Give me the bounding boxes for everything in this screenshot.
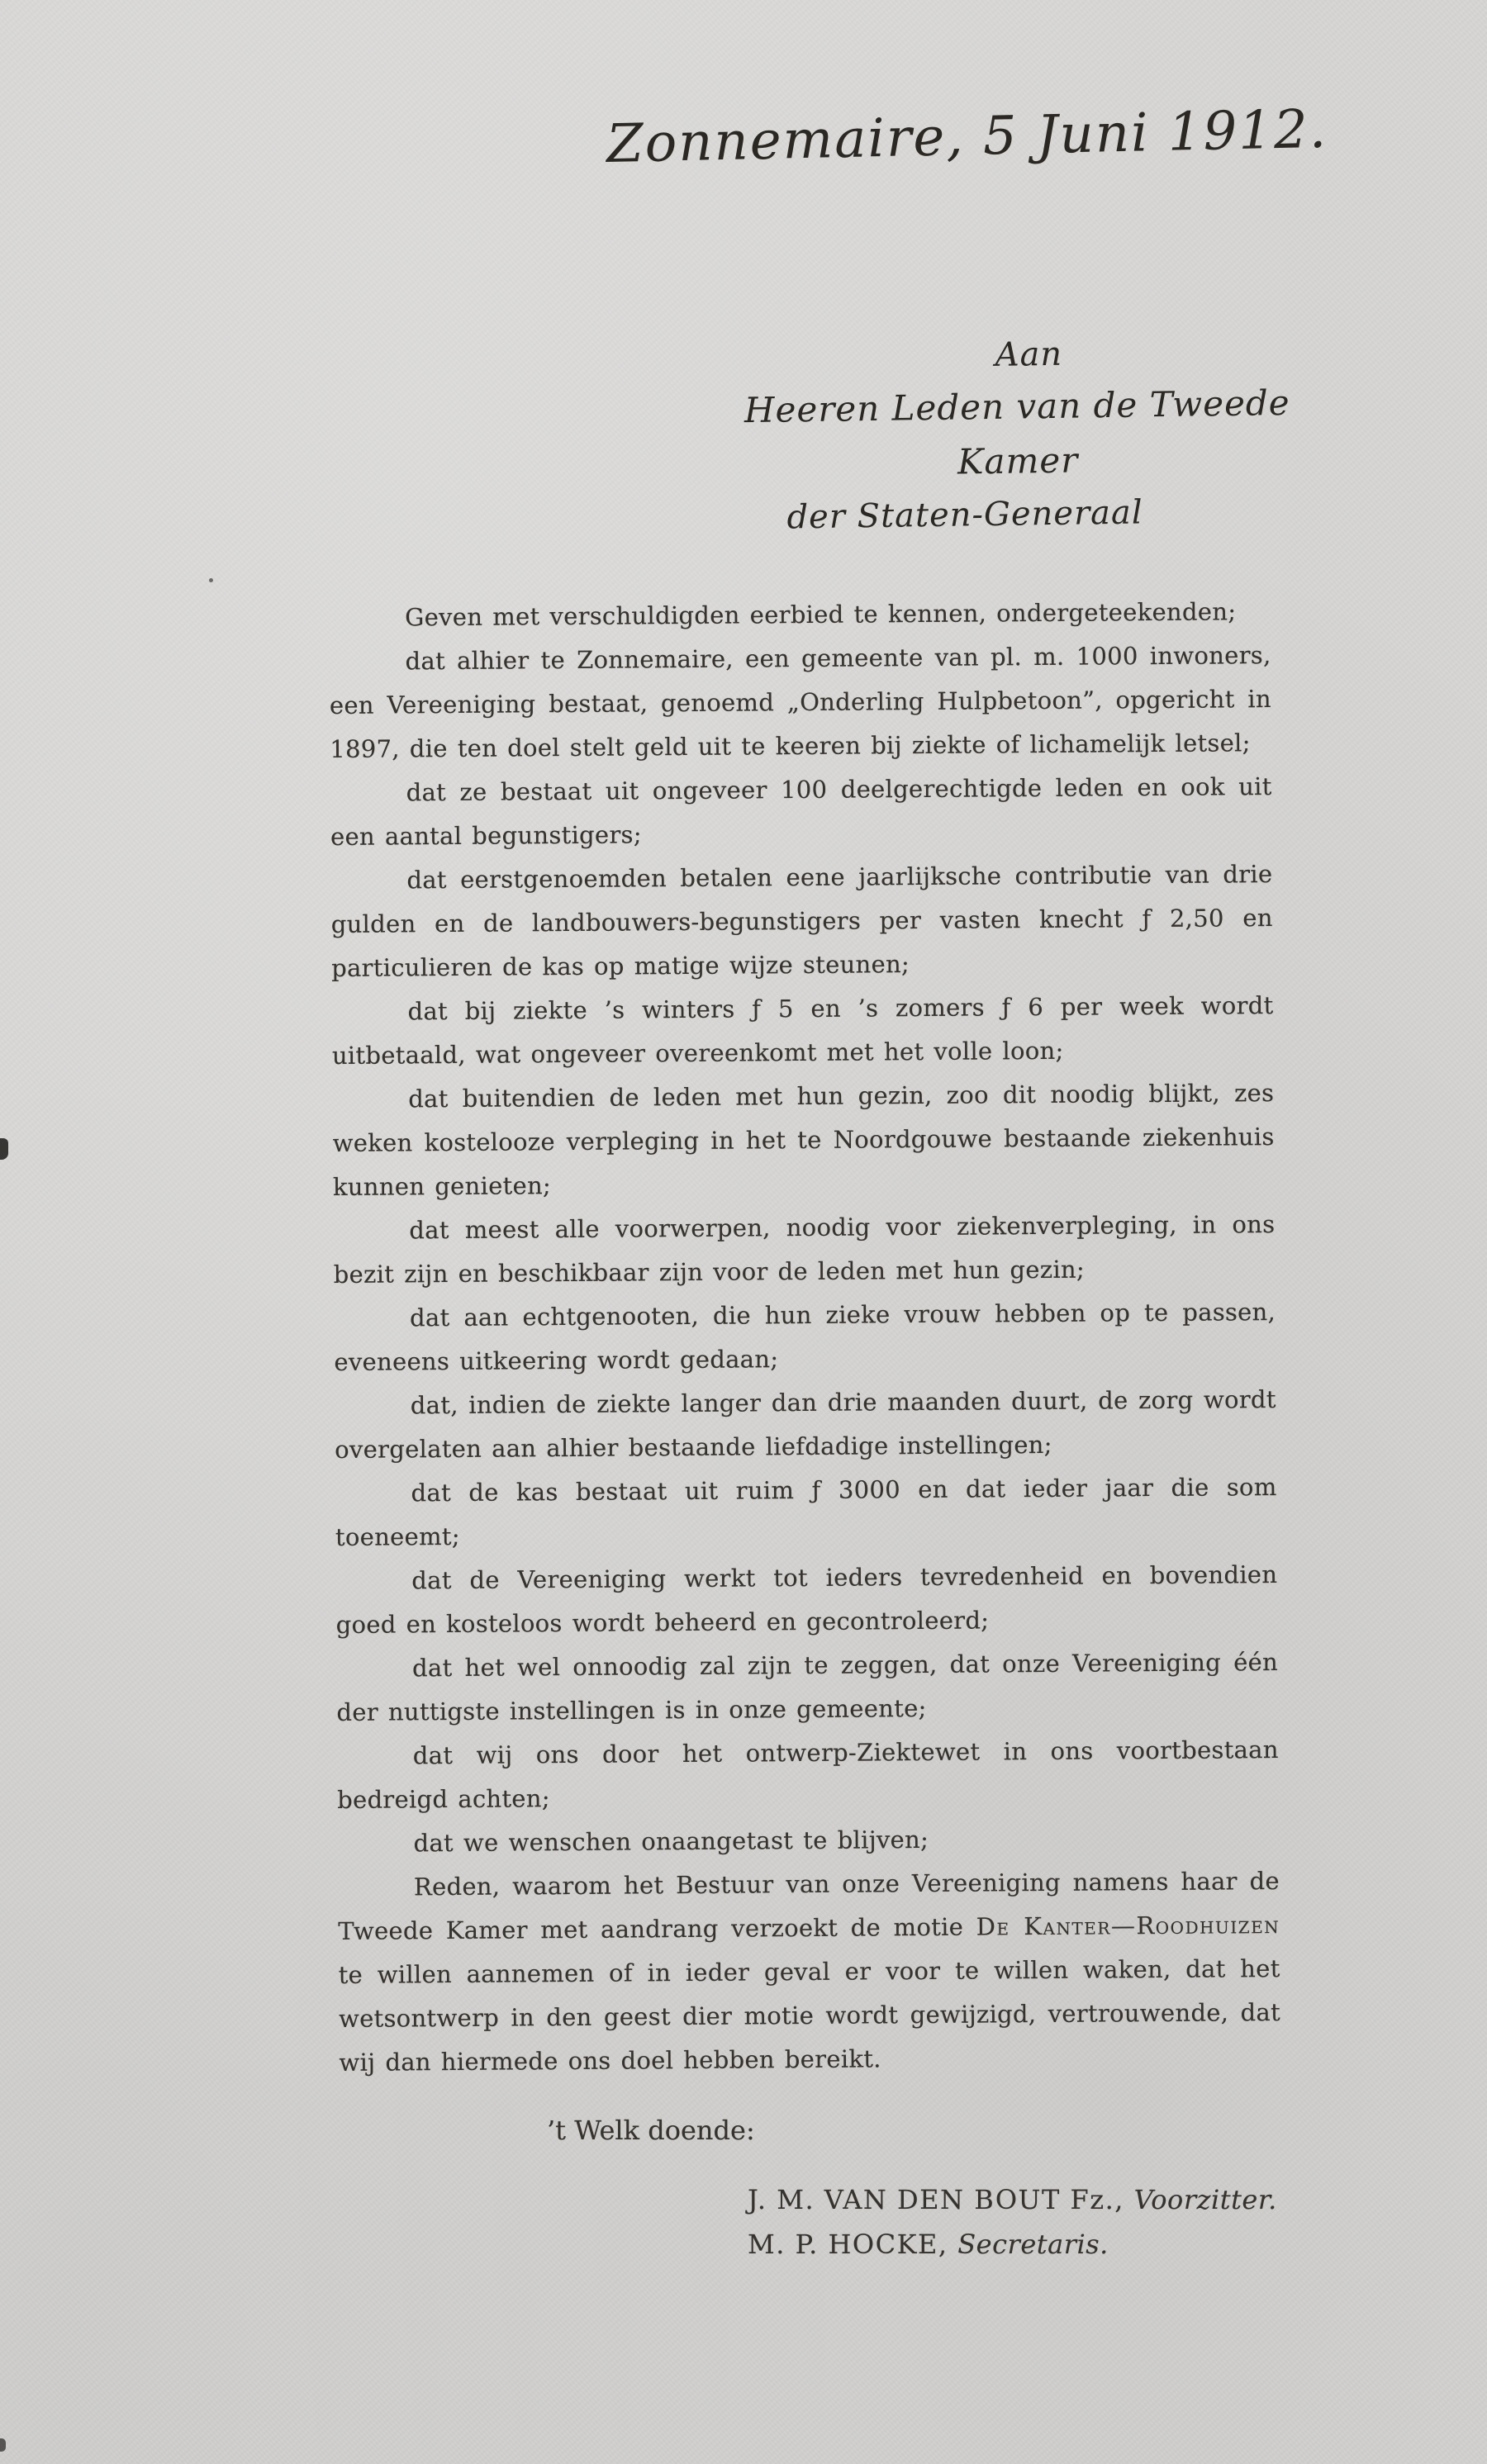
- signature-line: [748, 2222, 1277, 2267]
- paragraph: [333, 1203, 1276, 1297]
- paragraph: [329, 590, 1271, 640]
- paragraph-text: dat het wel onnoodig zal zijn te zeggen, dat onze Vereeniging één der nuttigste instellingen is in onze gemeente;: [336, 1648, 1279, 1726]
- signer-name: J. M. VAN DEN BOUT Fz.,: [748, 2184, 1134, 2215]
- paragraph: [329, 634, 1271, 771]
- signer-title: Voorzitter.: [1133, 2184, 1277, 2215]
- paragraph-text: dat de kas bestaat uit ruim ƒ 3000 en dat ieder jaar die som toeneemt;: [335, 1473, 1277, 1551]
- letter-body: [329, 590, 1281, 2085]
- address-recipient: Heeren Leden van de Tweede Kamer: [744, 382, 1290, 482]
- address-salutation: Aan: [995, 335, 1063, 374]
- signer-title: Secretaris.: [957, 2229, 1109, 2260]
- paragraph-text: dat eerstgenoemden betalen eene jaarlijksche contributie van drie gulden en de landbouwers-begunstigers per vasten knecht ƒ 2,50 en particulieren de kas op matige wijze steunen;: [330, 860, 1273, 982]
- paragraph-text: Geven met verschuldigden eerbied te kennen, ondergeteekenden;: [405, 597, 1237, 632]
- paragraph: [336, 1640, 1279, 1735]
- paragraph-text: dat ze bestaat uit ongeveer 100 deelgerechtigde leden en ook uit een aantal begunstigers;: [330, 772, 1272, 851]
- motion-name-smallcaps: De Kanter—Roodhuizen: [976, 1911, 1280, 1941]
- paragraph-text: dat buitendien de leden met hun gezin, zoo dit noodig blijkt, zes weken kostelooze verpleging in het te Noordgouwe bestaande ziekenhuis kunnen genieten;: [332, 1079, 1275, 1201]
- paragraph-text: dat bij ziekte ’s winters ƒ 5 en ’s zomers ƒ 6 per week wordt uitbetaald, wat ongeveer overeenkomt met het volle loon;: [331, 991, 1274, 1070]
- ink-speck: [209, 578, 213, 582]
- paragraph: [335, 1465, 1277, 1560]
- paragraph-text: dat meest alle voorwerpen, noodig voor ziekenverpleging, in ons bezit zijn en beschikbaar zijn voor de leden met hun gezin;: [333, 1210, 1276, 1289]
- closing-formula: ’t Welk doende:: [547, 2115, 755, 2146]
- address-block: [694, 325, 1341, 544]
- paragraph: [334, 1290, 1276, 1384]
- paragraph: [337, 1816, 1279, 1866]
- paragraph-text: dat, indien de ziekte langer dan drie maanden duurt, de zorg wordt overgelaten aan alhier bestaande liefdadige instellingen;: [335, 1385, 1276, 1464]
- paragraph: [337, 1728, 1280, 1822]
- scan-edge-mark: [0, 1138, 8, 1160]
- paragraph: [330, 765, 1272, 859]
- paragraph: [332, 1071, 1275, 1209]
- address-institution: der Staten-Generaal: [786, 493, 1143, 537]
- paragraph-text: dat alhier te Zonnemaire, een gemeente van pl. m. 1000 inwoners, een Vereeniging bestaat, genoemd „Onderling Hulpbetoon”, opgericht in 1897, die ten doel stelt geld uit te keeren bij ziekte of lichamelijk letsel;: [329, 641, 1272, 763]
- paragraph: [335, 1378, 1277, 1472]
- paragraph-text: dat wij ons door het ontwerp-Ziektewet in ons voortbestaan bedreigd achten;: [337, 1735, 1279, 1814]
- paragraph: [331, 984, 1274, 1078]
- signature-block: [748, 2177, 1277, 2267]
- paragraph-text: dat de Vereeniging werkt tot ieders tevredenheid en bovendien goed en kosteloos wordt beheerd en gecontroleerd;: [335, 1560, 1278, 1639]
- paragraph: [338, 1859, 1281, 2085]
- paragraph: [330, 852, 1273, 990]
- scan-edge-mark: [0, 2438, 6, 2452]
- paragraph-text: dat aan echtgenooten, die hun zieke vrouw hebben op te passen, eveneens uitkeering wordt gedaan;: [334, 1298, 1276, 1376]
- paragraph-text: te willen aannemen of in ieder geval er voor te willen waken, dat het wetsontwerp in den geest dier motie wordt gewijzigd, vertrouwende, dat wij dan hiermede ons doel hebben bereikt.: [338, 1954, 1281, 2077]
- paragraph-text: dat we wenschen onaangetast te blijven;: [413, 1825, 929, 1858]
- signature-line: [748, 2177, 1277, 2222]
- signer-name: M. P. HOCKE,: [748, 2229, 958, 2260]
- paragraph-text: Reden, waarom het Bestuur van onze Vereeniging namens haar de Tweede Kamer met aandrang verzoekt de motie: [338, 1867, 1280, 1945]
- paragraph: [335, 1553, 1278, 1647]
- dateline: Zonnemaire, 5 Juni 1912.: [606, 98, 1328, 175]
